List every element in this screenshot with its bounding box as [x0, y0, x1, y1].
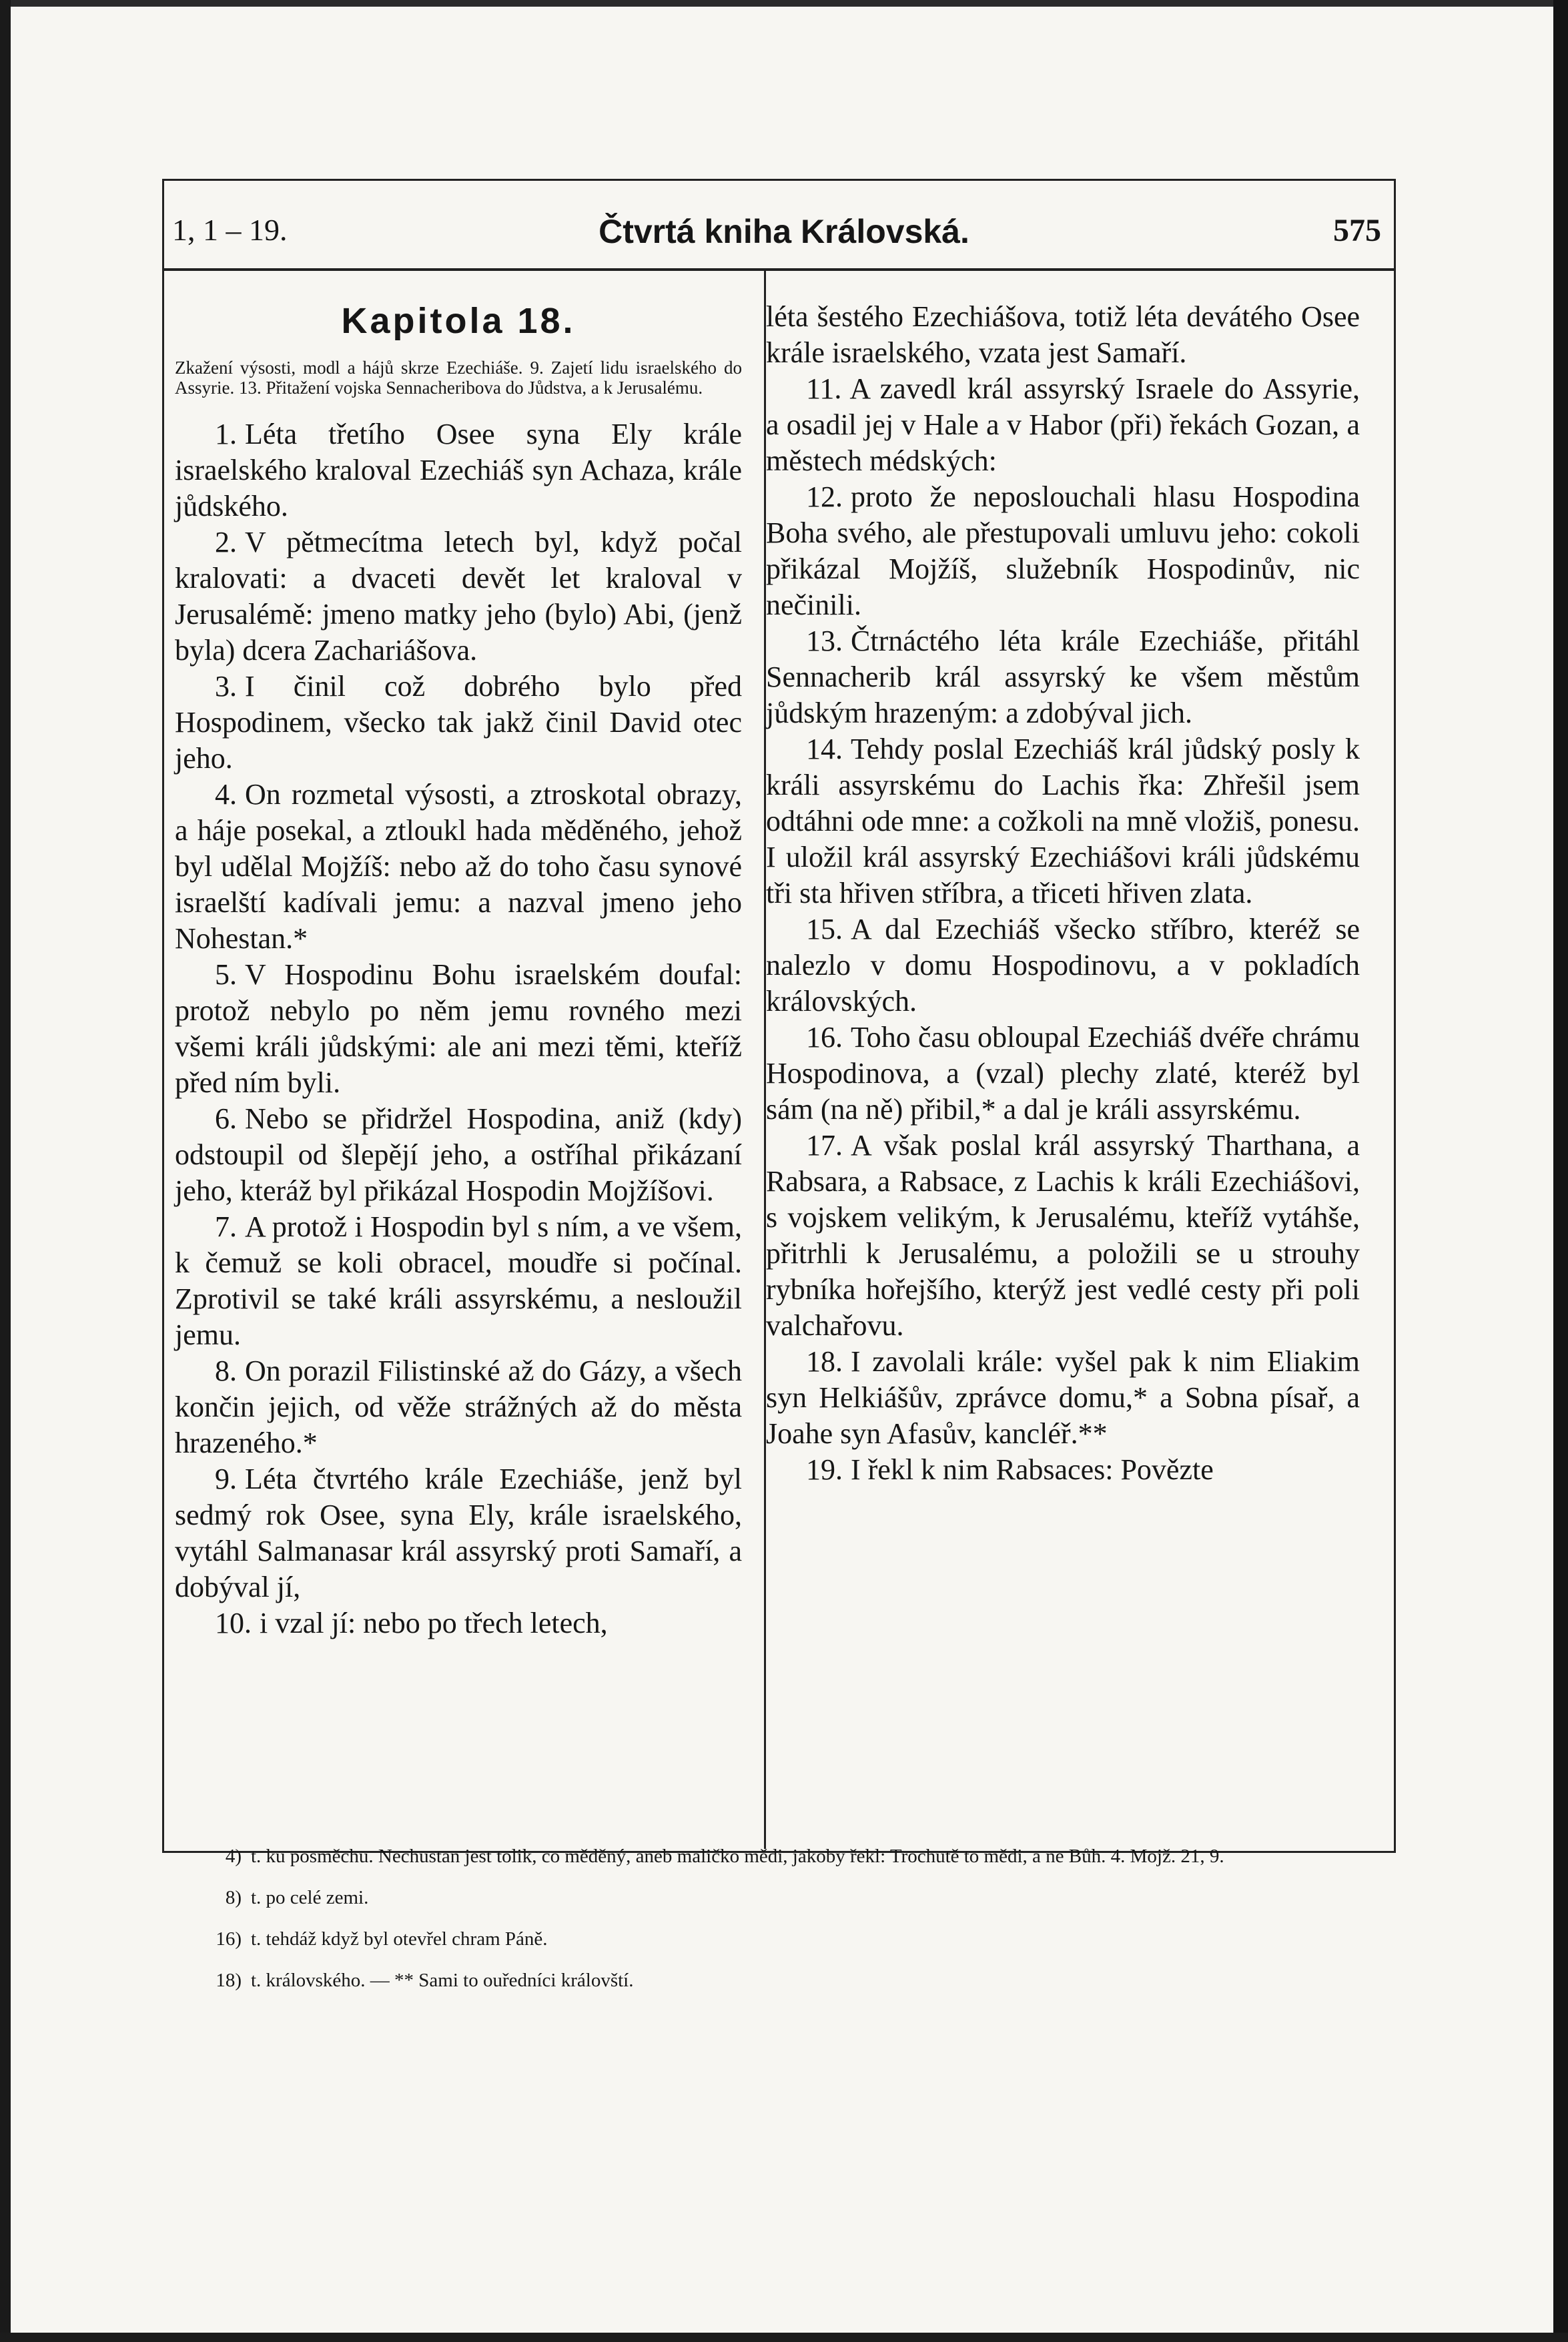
verse	[175, 957, 742, 1101]
verse-number: 4.	[215, 778, 237, 811]
footnote	[193, 1842, 1348, 1871]
verse	[766, 911, 1360, 1020]
verse-number: 6.	[215, 1102, 237, 1135]
verse-text: Léta čtvrtého krále Ezechiáše, jenž byl sedmý rok Osee, syna Ely, krále israelského, vytáhl Salmanasar král assyrský proti Samaří, a dobýval jí,	[175, 1463, 742, 1603]
verse-number: 8.	[215, 1354, 237, 1387]
verse-text: proto že neposlouchali hlasu Hospodina Boha svého, ale přestupovali umluvu jeho: cokoli přikázal Mojžíš, služebník Hospodinův, nic nečinili.	[766, 480, 1360, 621]
verse-text: A zavedl král assyrský Israele do Assyrie, a osadil jej v Hale a v Habor (při) řekách Gozan, a městech médských:	[766, 372, 1360, 477]
verse-text: I zavolali krále: vyšel pak k nim Eliakim syn Helkiášův, zprávce domu,* a Sobna písař, a Joahe syn Afasův, kancléř.**	[766, 1345, 1360, 1450]
page-number: 575	[1333, 213, 1381, 248]
verse-number: 15.	[806, 913, 843, 945]
verse-text: Toho času obloupal Ezechiáš dvéře chrámu Hospodinova, a (vzal) plechy zlaté, kteréž byl sám (na ně) přibil,* a dal je králi assyrskému.	[766, 1021, 1360, 1126]
verse-number: 17.	[806, 1129, 843, 1162]
verse-number: 10.	[215, 1607, 252, 1639]
verse-number: 19.	[806, 1453, 843, 1486]
footnote-number: 4)	[225, 1846, 242, 1867]
verse-text: V pětmecítma letech byl, když počal kralovati: a dvaceti devět let kraloval v Jerusalémě: jmeno matky jeho (bylo) Abi, (jenž byla) dcera Zachariášova.	[175, 526, 742, 667]
scan-edge-left	[0, 0, 11, 2342]
verse-text: I činil což dobrého bylo před Hospodinem, všecko tak jakž činil David otec jeho.	[175, 670, 742, 775]
verse-number: 3.	[215, 670, 237, 703]
verse-continuation: léta šestého Ezechiášova, totiž léta devátého Osee krále israelského, vzata jest Samaří.	[766, 300, 1360, 369]
footnote-number: 18)	[216, 1970, 242, 1991]
verse-text: Léta třetího Osee syna Ely krále israelského kraloval Ezechiáš syn Achaza, krále jůdského.	[175, 418, 742, 522]
chapter-verse-range: 1, 1 – 19.	[172, 213, 288, 247]
verse-number: 13.	[806, 625, 843, 657]
footnote	[193, 1924, 1348, 1954]
verse-text: Tehdy poslal Ezechiáš král jůdský posly k králi assyrskému do Lachis řka: Zhřešil jsem odtáhni ode mne: a cožkoli na mně vložiš, ponesu. I uložil král assyrský Ezechiášovi králi jůdskému tři sta hřiven stříbra, a třiceti hřiven zlata.	[766, 733, 1360, 909]
verse	[766, 731, 1360, 911]
footnote-number: 16)	[216, 1928, 242, 1950]
verse	[175, 1209, 742, 1353]
verse	[766, 1020, 1360, 1128]
chapter-title: Kapitola 18.	[341, 301, 576, 341]
verse-number: 14.	[806, 733, 843, 765]
verse	[175, 1353, 742, 1461]
verse	[766, 1452, 1360, 1488]
verse-list-right	[766, 371, 1360, 1488]
verse	[766, 1128, 1360, 1344]
running-title: Čtvrtá kniha Královská.	[599, 213, 969, 250]
footnote-text: t. tehdáž když byl otevřel chram Páně.	[251, 1928, 548, 1950]
verse	[175, 669, 742, 777]
verse	[766, 479, 1360, 623]
verse-list-left	[175, 416, 742, 1641]
verse-text: Nebo se přidržel Hospodina, aniž (kdy) odstoupil od šlepějí jeho, a ostříhal přikázaní jeho, kteráž byl přikázal Hospodin Mojžíšovi.	[175, 1102, 742, 1207]
verse	[175, 1461, 742, 1605]
verse-text: I řekl k nim Rabsaces: Povězte	[851, 1453, 1214, 1486]
verse-number: 7.	[215, 1210, 237, 1243]
scan-edge-top	[0, 0, 1568, 7]
verse-number: 18.	[806, 1345, 843, 1378]
footnotes	[193, 1842, 1348, 2007]
footnote-text: t. po celé zemi.	[251, 1887, 369, 1908]
verse-text: On porazil Filistinské až do Gázy, a všech končin jejich, od věže strážných až do města hrazeného.*	[175, 1354, 742, 1459]
verse-number: 5.	[215, 958, 237, 991]
footnote	[193, 1966, 1348, 1995]
verse-text: i vzal jí: nebo po třech letech,	[260, 1607, 608, 1639]
verse-text: On rozmetal výsosti, a ztroskotal obrazy, a háje posekal, a ztloukl hada měděného, jehož byl udělal Mojžíš: nebo až do toho času synové israelští kadívali jemu: a nazval jmeno jeho Nohestan.*	[175, 778, 742, 955]
scan-edge-right	[1553, 0, 1568, 2342]
verse-text: Čtrnáctého léta krále Ezechiáše, přitáhl Sennacherib král assyrský ke všem městům jůdským hrazeným: a zdobýval jich.	[766, 625, 1360, 729]
verse	[766, 1344, 1360, 1452]
footnote-text: t. královského. — ** Sami to ouředníci královští.	[251, 1970, 634, 1991]
scan-edge-bottom	[0, 2333, 1568, 2342]
verse	[766, 371, 1360, 479]
right-column	[766, 274, 1360, 1488]
header-rule	[162, 268, 1396, 271]
chapter-summary: Zkažení výsosti, modl a hájů skrze Ezechiáše. 9. Zajetí lidu israelského do Assyrie. 13. Přitažení vojska Sennacheribova do Jůdstva, a k Jerusalému.	[175, 358, 742, 398]
verse-text: A však poslal král assyrský Tharthana, a Rabsara, a Rabsace, z Lachis k králi Ezechiášovi, s vojskem velikým, k Jerusalému, kteříž vytáhše, přitrhli k Jerusalému, a položili se u strouhy rybníka hořejšího, kterýž jest vedlé cesty při poli valchařovu.	[766, 1129, 1360, 1342]
footnote-number: 8)	[225, 1887, 242, 1908]
verse-text: A dal Ezechiáš všecko stříbro, kteréž se nalezlo v domu Hospodinovu, a v pokladích královských.	[766, 913, 1360, 1018]
verse	[175, 1101, 742, 1209]
footnote	[193, 1883, 1348, 1912]
left-column	[175, 274, 742, 1641]
verse	[175, 1605, 742, 1641]
verse	[175, 524, 742, 669]
verse	[175, 416, 742, 524]
verse-text: A protož i Hospodin byl s ním, a ve všem, k čemuž se koli obracel, moudře si počínal. Zprotivil se také králi assyrskému, a nesloužil jemu.	[175, 1210, 742, 1351]
verse-number: 1.	[215, 418, 237, 450]
footnote-text: t. ku posměchu. Nechustan jest tolik, co měděný, aneb maličko mědi, jakoby řekl: Trochutě to mědi, a ne Bůh. 4. Mojž. 21, 9.	[251, 1846, 1224, 1867]
verse-text: V Hospodinu Bohu israelském doufal: protož nebylo po něm jemu rovného mezi všemi králi jůdskými: ale ani mezi těmi, kteříž před ním byli.	[175, 958, 742, 1099]
verse	[175, 777, 742, 957]
verse-number: 9.	[215, 1463, 237, 1495]
verse-number: 16.	[806, 1021, 843, 1054]
verse	[766, 623, 1360, 731]
verse-number: 12.	[806, 480, 843, 513]
verse-number: 11.	[806, 372, 842, 405]
verse-number: 2.	[215, 526, 237, 558]
